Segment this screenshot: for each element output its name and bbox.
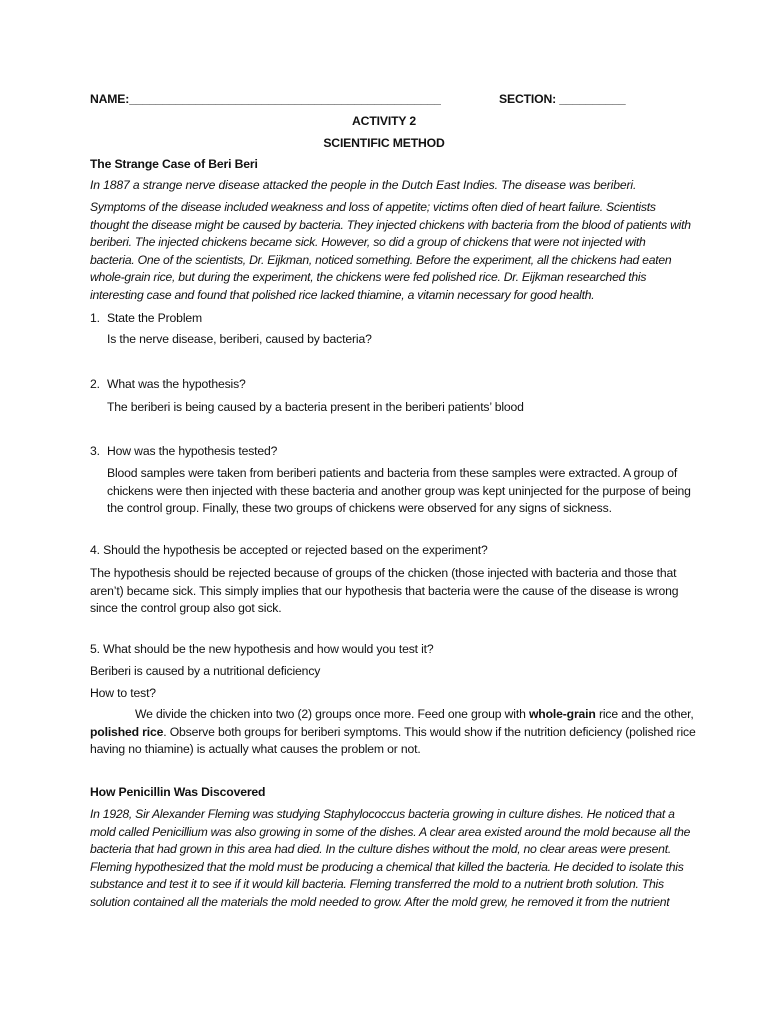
q3-answer-line: Blood samples were taken from beriberi patients and bacteria from these samples were extracted. A group of — [107, 466, 678, 480]
section-blank: __________ — [559, 92, 626, 106]
case2-body-line: bacteria that had grown in this area had died. In the culture dishes without the mold, no clear areas were present. — [90, 842, 671, 857]
case2-body-line: mold called Penicillium was also growing in some of the dishes. A clear area existed around the mold because all the — [90, 824, 691, 839]
q5-answer — [90, 706, 696, 759]
case1-body-line: whole-grain rice, but during the experiment, the chickens were fed polished rice. Dr. Eijkman researched this — [90, 270, 647, 285]
q1-question: State the Problem — [107, 311, 203, 325]
case1-intro: In 1887 a strange nerve disease attacked the people in the Dutch East Indies. The disease was beriberi. — [90, 178, 637, 192]
q2-question: What was the hypothesis? — [107, 377, 246, 391]
q4-answer-line: aren’t) became sick. This simply implies that our hypothesis that bacteria were the cause of the disease is wrong — [90, 583, 679, 598]
section-field — [499, 92, 626, 106]
case1-body-line: bacteria. One of the scientists, Dr. Eijkman, noticed something. Before the experiment, all the chickens had eaten — [90, 252, 672, 267]
q3-answer-line: chickens were then injected with these bacteria and another group was kept uninjected for the purpose of being — [107, 483, 691, 498]
q2-answer: The beriberi is being caused by a bacteria present in the beriberi patients’ blood — [107, 400, 524, 414]
case2-body-line: substance and test it to see if it would kill bacteria. Fleming transferred the mold to a nutrient broth solution. This — [90, 877, 664, 892]
subject-title: SCIENTIFIC METHOD — [323, 136, 445, 150]
q5-text: . Observe both groups for beriberi symptoms. This would show if the nutrition deficiency (polished rice — [163, 724, 696, 739]
q1-number: 1. — [90, 311, 100, 325]
q4-answer-line: since the control group also got sick. — [90, 601, 282, 616]
q2-number: 2. — [90, 377, 100, 391]
q1-answer: Is the nerve disease, beriberi, caused by bacteria? — [107, 332, 372, 346]
q4-question: 4. Should the hypothesis be accepted or rejected based on the experiment? — [90, 543, 488, 557]
q5-answer-line — [90, 706, 696, 724]
q3-answer-line: the control group. Finally, these two groups of chickens were observed for any signs of sickness. — [107, 501, 612, 516]
q5-how-label: How to test? — [90, 686, 156, 700]
activity-title: ACTIVITY 2 — [352, 114, 416, 128]
q5-bold-whole-grain: whole-grain — [528, 707, 596, 721]
q4-answer — [90, 565, 678, 618]
q5-text: We divide the chicken into two (2) groups once more. Feed one group with — [135, 707, 529, 721]
case2-body — [90, 806, 690, 912]
case1-body-line: thought the disease might be caused by bacteria. They injected chickens with bacteria from the blood of patients with — [90, 217, 691, 232]
name-blank: _______________________________________________ — [129, 92, 441, 106]
case1-body-line: interesting case and found that polished rice lacked thiamine, a vitamin necessary for good health. — [90, 287, 595, 302]
case1-body — [90, 199, 691, 305]
case2-body-line: solution contained all the materials the mold needed to grow. After the mold grew, he removed it from the nutrient — [90, 894, 670, 909]
q3-question: How was the hypothesis tested? — [107, 444, 278, 458]
case2-body-line: Fleming hypothesized that the mold must be producing a chemical that killed the bacteria. He decided to isolate this — [90, 859, 684, 874]
q5-bold-polished-rice: polished rice — [90, 724, 164, 739]
case2-title: How Penicillin Was Discovered — [90, 785, 266, 799]
q3-answer — [107, 465, 691, 518]
q4-answer-line: The hypothesis should be rejected because of groups of the chicken (those injected with bacteria and those that — [90, 566, 677, 580]
case1-body-line: Symptoms of the disease included weakness and loss of appetite; victims often died of heart failure. Scientists — [90, 200, 656, 214]
section-label: SECTION: — [499, 92, 557, 106]
name-field — [90, 92, 441, 106]
name-label: NAME: — [90, 92, 130, 106]
case2-body-line: In 1928, Sir Alexander Fleming was studying Staphylococcus bacteria growing in culture dishes. He noticed that a — [90, 807, 675, 821]
q5-text: rice and the other, — [595, 707, 694, 721]
case1-body-line: beriberi. The injected chickens became sick. However, so did a group of chickens that were not injected with — [90, 235, 646, 250]
q5-new-hypothesis: Beriberi is caused by a nutritional deficiency — [90, 664, 321, 678]
q3-number: 3. — [90, 444, 100, 458]
q5-question: 5. What should be the new hypothesis and how would you test it? — [90, 642, 434, 656]
q5-answer-line — [90, 724, 696, 742]
q5-answer-line: having no thiamine) is actually what causes the problem or not. — [90, 742, 421, 757]
case1-title: The Strange Case of Beri Beri — [90, 157, 258, 171]
